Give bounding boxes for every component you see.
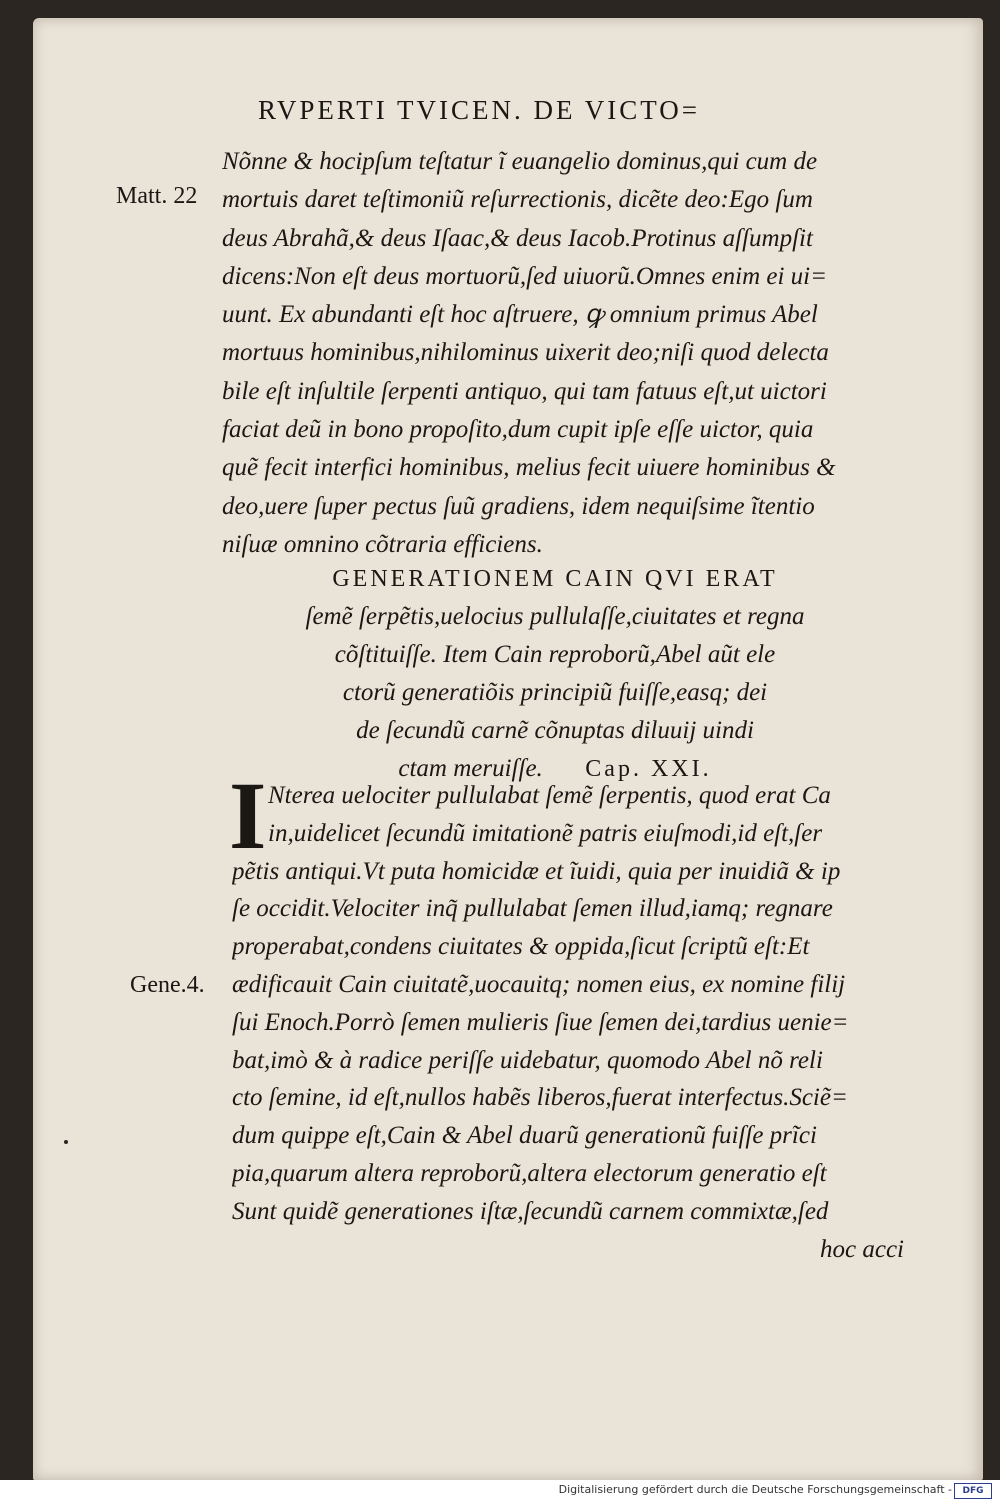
body-line: deo,uere ſuper pectus ſuũ gradiens, idem nequiſsime ĩtentio xyxy=(222,492,815,520)
chapter-heading-line: ctorũ generatiõis principiũ fuiſſe,easq; dei xyxy=(342,679,768,706)
margin-note-matt: Matt. 22 xyxy=(116,183,198,209)
body-line: dicens:Non eſt deus mortuorũ,ſed uiuorũ.Omnes enim ei ui= xyxy=(222,262,827,290)
chapter-heading-line: cõſtituiſſe. Item Cain reproborũ,Abel aũt ele xyxy=(334,641,776,668)
margin-note-gene: Gene.4. xyxy=(130,972,205,998)
running-head: RVPERTI TVICEN. DE VICTO= xyxy=(258,95,700,125)
chapter-paragraph xyxy=(232,777,904,1268)
chapter-line: Sunt quidẽ generationes iſtæ,ſecundũ carnem commixtæ,ſed xyxy=(232,1197,829,1225)
chapter-line: in,uidelicet ſecundũ imitationẽ patris eiuſmodi,id eſt,ſer xyxy=(268,819,823,847)
body-paragraph xyxy=(222,143,902,564)
chapter-line: ſui Enoch.Porrò ſemen mulieris ſiue ſemen dei,tardius uenie= xyxy=(232,1008,849,1036)
footer-bar xyxy=(0,1480,1000,1501)
chapter-heading-line: ſemẽ ſerpẽtis,uelocius pullulaſſe,ciuitates et regna xyxy=(305,603,805,630)
chapter-line: bat,imò & à radice periſſe uidebatur, quomodo Abel nõ reli xyxy=(232,1046,823,1074)
body-line: quẽ fecit interfici hominibus, melius fecit uiuere hominibus & xyxy=(222,454,836,482)
chapter-line: properabat,condens ciuitates & oppida,ſicut ſcriptũ eſt:Et xyxy=(232,933,810,961)
body-line: mortuus hominibus,nihilominus uixerit deo;niſi quod delecta xyxy=(222,339,829,367)
chapter-number: Cap. XXI. xyxy=(585,756,712,782)
body-line: mortuis daret teſtimoniũ reſurrectionis, dicẽte deo:Ego ſum xyxy=(222,186,813,214)
chapter-heading-text: ctam meruiſſe. xyxy=(398,755,543,782)
dfg-logo-icon: DFG xyxy=(954,1483,992,1499)
chapter-heading xyxy=(250,560,860,788)
body-line: faciat deũ in bono propoſito,dum cupit ipſe eſſe uictor, quia xyxy=(222,416,814,444)
paper-speck xyxy=(64,1140,68,1144)
chapter-heading-line: de ſecundũ carnẽ cõnuptas diluuij uindi xyxy=(356,717,754,744)
chapter-line: cto ſemine, id eſt,nullos habẽs liberos,fuerat interfectus.Sciẽ= xyxy=(232,1084,848,1112)
chapter-line: dum quippe eſt,Cain & Abel duarũ generationũ fuiſſe prĩci xyxy=(232,1122,817,1150)
chapter-line: Nterea uelociter pullulabat ſemẽ ſerpentis, quod erat Ca xyxy=(268,782,831,809)
chapter-heading-line: GENERATIONEM CAIN QVI ERAT xyxy=(332,566,778,592)
chapter-line: pia,quarum altera reproborũ,altera electorum generatio eſt xyxy=(232,1159,827,1187)
chapter-line: pẽtis antiqui.Vt puta homicidæ et ĩuidi, quia per inuidiã & ip xyxy=(232,857,841,885)
body-line: deus Abrahã,& deus Iſaac,& deus Iacob.Protinus aſſumpſit xyxy=(222,224,813,252)
body-line: bile eſt inſultile ſerpenti antiquo, qui tam fatuus eſt,ut uictori xyxy=(222,377,827,405)
chapter-line: ædificauit Cain ciuitatẽ,uocauitq; nomen eius, ex nomine filij xyxy=(232,970,846,998)
body-line: Nõnne & hocipſum teſtatur ĩ euangelio dominus,qui cum de xyxy=(222,148,818,175)
body-line: uunt. Ex abundanti eſt hoc aſtruere, ꝙ omnium primus Abel xyxy=(222,301,818,329)
chapter-line: ſe occidit.Velociter inq̃ pullulabat ſemen illud,iamq; regnare xyxy=(232,895,833,923)
drop-cap-initial: I xyxy=(229,762,267,869)
body-line: niſuæ omnino cõtraria efficiens. xyxy=(222,530,543,558)
catchword: hoc acci xyxy=(820,1235,904,1263)
footer-credit: Digitalisierung gefördert durch die Deutsche Forschungsgemeinschaft - xyxy=(558,1483,952,1496)
